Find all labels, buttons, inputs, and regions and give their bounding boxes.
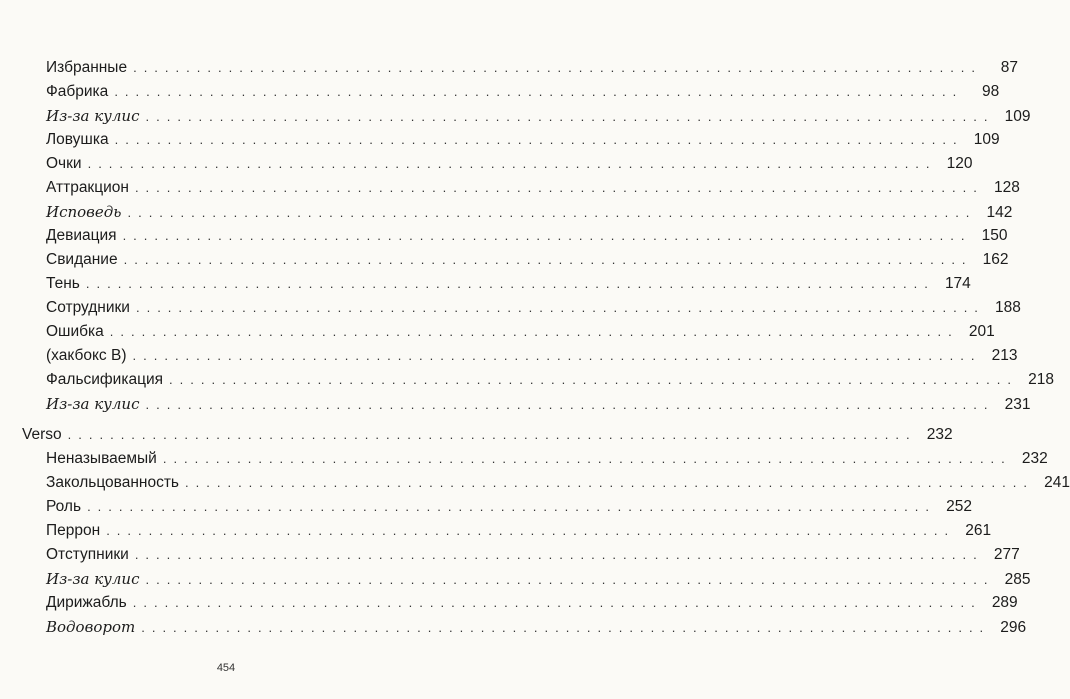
leader-dots: ................................................................................ [134, 547, 984, 562]
toc-entry [46, 447, 1048, 471]
leader-dots: ................................................................................ [85, 276, 935, 291]
toc-entry-title: Перрон [46, 522, 101, 539]
toc-entry-title: Отступники [46, 546, 129, 563]
leader-dots: ................................................................................ [145, 572, 995, 587]
toc-entry-page: 174 [944, 275, 971, 292]
toc-entry-title: Фальсификация [46, 371, 164, 388]
toc-entry-page: 150 [981, 227, 1008, 244]
leader-dots: ................................................................................ [132, 595, 982, 610]
toc-entry-page: 109 [973, 131, 1000, 148]
toc-entry [46, 543, 1020, 567]
toc-entry-page: 231 [1004, 396, 1031, 413]
toc-entry-title: Избранные [46, 59, 128, 76]
leader-dots: ................................................................................ [169, 372, 1018, 387]
toc-entry [46, 56, 1019, 80]
toc-entry-page: 296 [1000, 619, 1027, 636]
toc-entry-title: Закольцованность [46, 474, 180, 491]
toc-entry-page: 261 [965, 522, 992, 539]
toc-entry-page: 232 [926, 426, 953, 443]
toc-entry-page: 289 [991, 594, 1018, 611]
leader-dots: ................................................................................ [109, 324, 959, 339]
toc-entry-title: Аттракцион [46, 179, 129, 196]
toc-entry [46, 200, 1013, 224]
toc-entry-page: 120 [946, 155, 973, 172]
toc-entry [46, 152, 973, 176]
leader-dots: ................................................................................ [132, 348, 982, 363]
toc-entry-title: Фабрика [46, 83, 109, 100]
leader-dots: ................................................................................ [106, 523, 956, 538]
toc-entry-title: Из-за кулис [46, 570, 140, 588]
toc-entry-page: 98 [982, 83, 1000, 100]
leader-dots: ................................................................................ [145, 109, 995, 124]
toc-entry-page: 188 [995, 299, 1021, 316]
toc-entry-page: 277 [993, 546, 1020, 563]
leader-dots: ................................................................................ [141, 620, 991, 635]
leader-dots: ................................................................................ [87, 156, 937, 171]
leader-dots: ................................................................................ [67, 427, 917, 442]
toc-entry [46, 320, 995, 344]
toc-entry-title: Неназываемый [46, 450, 157, 467]
toc-entry-title: Из-за кулис [46, 107, 140, 125]
leader-dots: ................................................................................ [127, 205, 977, 220]
toc-entry [46, 368, 1054, 392]
toc-entry-page: 285 [1004, 571, 1031, 588]
toc-entry-title: Дирижабль [46, 594, 127, 611]
toc-entry-page: 162 [982, 251, 1009, 268]
leader-dots: ................................................................................ [185, 475, 1034, 490]
toc-entry [46, 176, 1020, 200]
page-number: 454 [216, 662, 236, 674]
toc-entry [46, 128, 1000, 152]
toc-entry-page: 142 [986, 204, 1013, 221]
toc-entry-title: Тень [46, 275, 80, 292]
toc-entry-page: 213 [991, 347, 1018, 364]
toc-entry-page: 109 [1004, 108, 1031, 125]
toc-entry-page: 218 [1028, 371, 1054, 388]
toc-entry [46, 519, 992, 543]
toc-entry-title: Свидание [46, 251, 118, 268]
leader-dots: ................................................................................ [135, 300, 985, 315]
toc-entry-page: 252 [946, 498, 973, 515]
toc-entry [46, 344, 1018, 368]
toc-entry [46, 392, 1031, 416]
toc-entry [46, 104, 1031, 128]
toc-entry-title: Ловушка [46, 131, 109, 148]
toc-entry-page: 201 [968, 323, 995, 340]
toc-entry [46, 615, 1027, 639]
leader-dots: ................................................................................ [162, 451, 1012, 466]
toc-entry [46, 567, 1031, 591]
toc-entry [46, 248, 1009, 272]
toc-entry [22, 423, 953, 447]
toc-entry-title: Роль [46, 498, 82, 515]
leader-dots: ................................................................................ [133, 60, 983, 75]
leader-dots: ................................................................................ [114, 84, 964, 99]
toc-entry-page: 128 [994, 179, 1020, 196]
leader-dots: ................................................................................ [145, 397, 995, 412]
toc-entry-title: Verso [22, 426, 62, 443]
toc-entry [46, 296, 1021, 320]
toc-entry [46, 591, 1018, 615]
toc-entry [46, 272, 971, 296]
leader-dots: ................................................................................ [114, 132, 964, 147]
toc-entry-title: Ошибка [46, 323, 104, 340]
toc-entry-title: Девиация [46, 227, 117, 244]
toc-entry-title: Из-за кулис [46, 395, 140, 413]
toc-entry-title: (хакбокс В) [46, 347, 127, 364]
toc-entry [46, 224, 1008, 248]
toc-entry-title: Сотрудники [46, 299, 130, 316]
toc-entry [46, 471, 1070, 495]
toc-entry [46, 80, 1000, 104]
toc-entry-page: 87 [1000, 59, 1019, 76]
toc-entry-page: 241 [1044, 474, 1070, 491]
toc-entry-page: 232 [1021, 450, 1048, 467]
toc-entry-title: Водоворот [46, 618, 136, 636]
toc-entry-title: Очки [46, 155, 82, 172]
leader-dots: ................................................................................ [134, 180, 984, 195]
leader-dots: ................................................................................ [87, 499, 937, 514]
leader-dots: ................................................................................ [122, 228, 972, 243]
toc-entry-title: Исповедь [46, 203, 122, 221]
leader-dots: ................................................................................ [123, 252, 973, 267]
toc-entry [46, 495, 973, 519]
